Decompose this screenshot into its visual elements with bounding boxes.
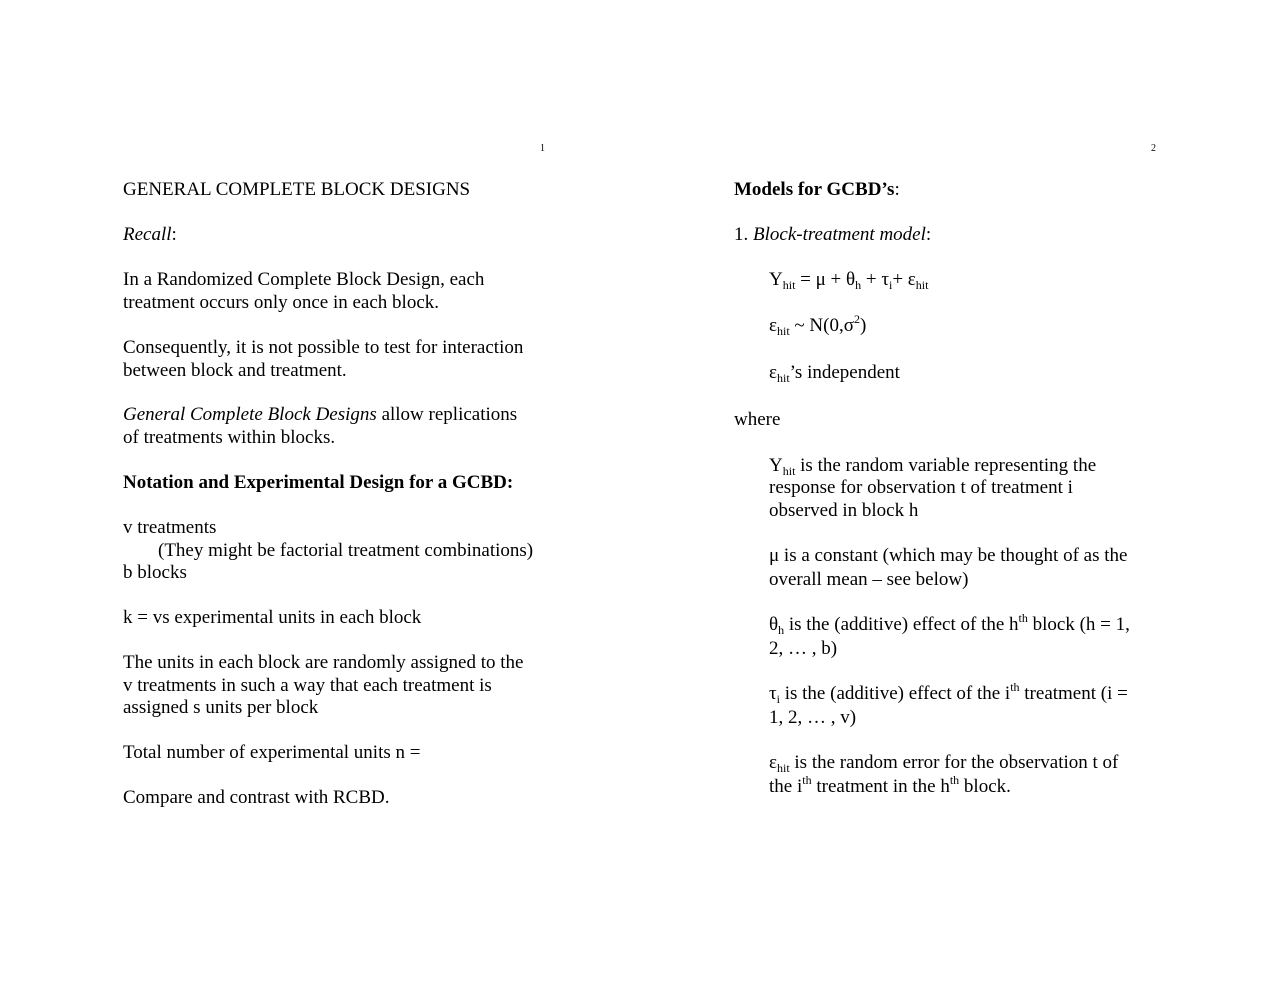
tau-symbol: τ [769,683,777,704]
eps-line-1-rest: is the random error for the observation t of [789,752,1119,773]
mu-definition-line-2: overall mean – see below) [769,569,969,590]
eq-mid-1: = μ + θ [795,269,856,290]
units-line-2: v treatments in such a way that each treatment is [123,675,492,696]
v-treatments: v treatments [123,517,217,538]
gcbd-line-2: of treatments within blocks. [123,427,336,448]
models-heading-text: Models for GCBD’s [734,179,895,200]
tau-definition-line-2: 1, 2, … , v) [769,707,857,728]
model-equation [769,268,928,291]
notation-heading: Notation and Experimental Design for a GCBD: [123,472,514,493]
eq-y-sub: hit [782,278,796,292]
eps-sub: hit [776,761,790,775]
mu-definition-line-1: μ is a constant (which may be thought of as the [769,545,1128,566]
eq-mid-3: + ε [892,269,916,290]
gcbd-line-1 [123,403,517,426]
error-distribution [769,314,866,337]
eq-eps-sub: hit [915,278,929,292]
theta-definition-line-2: 2, … , b) [769,638,838,659]
models-heading [734,178,900,201]
y-definition-line-3: observed in block h [769,500,919,521]
indep-sub: hit [776,371,790,385]
dist-eps-sub: hit [776,324,790,338]
eps-line-2-b: treatment in the h [811,776,950,797]
recall-colon: : [171,224,177,245]
theta-text-1: is the (additive) effect of the h [784,614,1019,635]
tau-definition-line-1 [769,682,1128,705]
where-label: where [734,409,781,430]
units-line-1: The units in each block are randomly assigned to the [123,652,524,673]
y-def-sub: hit [782,464,796,478]
eq-y: Y [769,269,783,290]
theta-definition-line-1 [769,613,1130,636]
eps-line-2-sup-1: th [802,773,812,787]
factorial-note: (They might be factorial treatment combinations) [158,540,534,561]
y-definition-line-2: response for observation t of treatment i [769,477,1073,498]
gcbd-line-1-rest: allow replications [376,404,518,425]
page-title: GENERAL COMPLETE BLOCK DESIGNS [123,179,471,200]
eps-line-2-c: block. [959,776,1011,797]
tau-sub: i [776,692,780,706]
consequently-line-1: Consequently, it is not possible to test for interaction [123,337,524,358]
y-definition-line-1 [769,454,1096,477]
units-line-3: assigned s units per block [123,697,319,718]
tau-text-1: is the (additive) effect of the i [779,683,1011,704]
model-title [734,223,931,246]
eps-symbol: ε [769,752,777,773]
indep-eps: ε [769,362,777,383]
y-def-rest: is the random variable representing the [795,455,1097,476]
page-number: 2 [1151,143,1156,154]
error-independence [769,361,900,384]
dist-end: ) [859,315,867,336]
theta-sub: h [778,623,785,637]
eps-line-2-a: the i [769,776,803,797]
recall-line [123,223,177,246]
indep-rest: ’s independent [789,362,900,383]
k-definition: k = vs experimental units in each block [123,607,422,628]
epsilon-definition-line-1 [769,751,1118,774]
page-number: 1 [540,143,545,154]
y-def-symbol: Y [769,455,783,476]
recall-label: Recall [123,224,172,245]
dist-eps: ε [769,315,777,336]
tau-text-2: treatment (i = [1019,683,1128,704]
rcbd-line-2: treatment occurs only once in each block. [123,292,440,313]
page-right [640,0,1280,989]
total-units: Total number of experimental units n = [123,742,421,763]
model-number: 1. [734,224,753,245]
dist-sup: 2 [853,312,860,326]
theta-symbol: θ [769,614,779,635]
epsilon-definition-line-2 [769,775,1011,798]
dist-mid: ~ N(0,σ [789,315,854,336]
eq-mid-2: + τ [861,269,889,290]
model-name: Block-treatment model [753,224,926,245]
b-blocks: b blocks [123,562,187,583]
consequently-line-2: between block and treatment. [123,360,347,381]
theta-sup: th [1018,611,1028,625]
rcbd-line-1: In a Randomized Complete Block Design, each [123,269,485,290]
eq-theta-sub: h [855,278,862,292]
model-colon: : [925,224,932,245]
tau-sup: th [1010,680,1020,694]
compare-line: Compare and contrast with RCBD. [123,787,390,808]
theta-text-2: block (h = 1, [1027,614,1130,635]
eps-line-2-sup-2: th [949,773,960,787]
gcbd-term: General Complete Block Designs [123,404,377,425]
models-heading-colon: : [894,179,900,200]
eq-tau-sub: i [888,278,893,292]
